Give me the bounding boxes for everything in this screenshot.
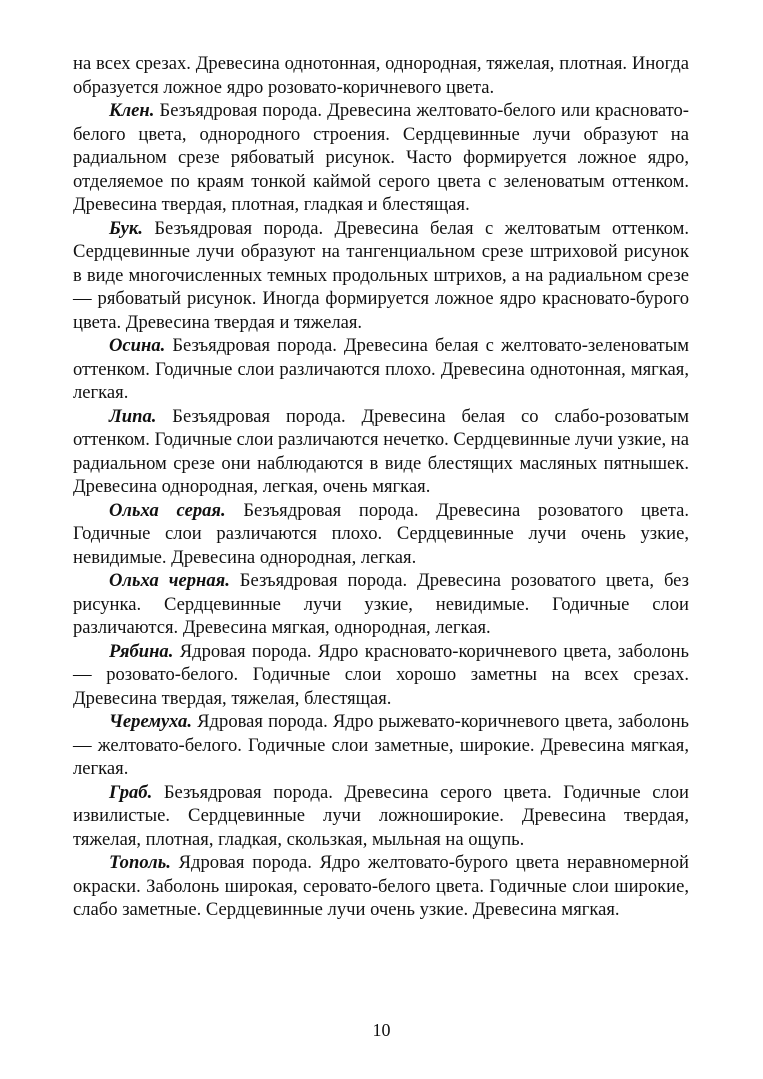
entry-osina bbox=[73, 334, 689, 405]
entry-olkha-chernaya bbox=[73, 569, 689, 640]
entry-text: Ядровая порода. Ядро рыжевато-коричневого цвета, заболонь — желтовато-белого. Годичные слои заметные, широкие. Древесина мягкая, легкая. bbox=[73, 711, 689, 779]
continuation-paragraph: на всех срезах. Древесина однотонная, однородная, тяжелая, плотная. Иногда образуется ложное ядро розовато-коричневого цвета. bbox=[73, 53, 689, 98]
entry-term: Клен. bbox=[109, 100, 155, 121]
entry-buk bbox=[73, 217, 689, 335]
entry-term: Осина. bbox=[109, 335, 166, 356]
entry-grab bbox=[73, 781, 689, 852]
entry-lipa bbox=[73, 405, 689, 499]
entry-text: Безъядровая порода. Древесина розоватого цвета, без рисунка. Сердцевинные лучи узкие, невидимые. Годичные слои различаются. Древесина мягкая, однородная, легкая. bbox=[73, 570, 689, 638]
entry-text: Ядровая порода. Ядро красновато-коричневого цвета, заболонь — розовато-белого. Годичные слои хорошо заметны на всех срезах. Древесина твердая, тяжелая, блестящая. bbox=[73, 640, 689, 709]
entry-term: Ольха серая. bbox=[109, 499, 226, 521]
page-body bbox=[73, 52, 689, 922]
entry-topol bbox=[73, 851, 689, 922]
entry-text: Безъядровая порода. Древесина белая с желтоватым оттенком. Сердцевинные лучи образуют на тангенциальном срезе штриховой рисунок в виде многочисленных темных продольных штрихов, а на радиальном срезе — рябоватый рисунок. Иногда формируется ложное ядро красновато-бурого цвета. Древесина твердая и тяжелая. bbox=[73, 217, 689, 333]
entry-term: Рябина. bbox=[109, 640, 174, 662]
entry-term: Ольха черная. bbox=[109, 570, 230, 591]
entry-term: Тополь. bbox=[109, 852, 171, 873]
entry-text: Ядровая порода. Ядро желтовато-бурого цвета неравномерной окраски. Заболонь широкая, серовато-белого цвета. Годичные слои широкие, слабо заметные. Сердцевинные лучи очень узкие. Древесина мягкая. bbox=[73, 852, 689, 920]
entry-term: Черемуха. bbox=[109, 711, 192, 732]
entry-klen bbox=[73, 99, 689, 217]
entry-ryabina bbox=[73, 640, 689, 711]
entry-text: Безъядровая порода. Древесина белая со слабо-розоватым оттенком. Годичные слои различаются нечетко. Сердцевинные лучи узкие, на радиальном срезе они наблюдаются в виде блестящих масляных пятнышек. Древесина однородная, легкая, очень мягкая. bbox=[73, 405, 689, 497]
entry-cheremukha bbox=[73, 710, 689, 781]
page-number: 10 bbox=[372, 1020, 391, 1040]
entry-text: Безъядровая порода. Древесина желтовато-белого или красновато-белого цвета, однородного строения. Сердцевинные лучи образуют на радиальном срезе рябоватый рисунок. Часто формируется ложное ядро, отделяемое по краям тонкой каймой серого цвета с зеленоватым оттенком. Древесина твердая, плотная, гладкая и блестящая. bbox=[73, 100, 689, 215]
entry-olkha-seraya bbox=[73, 499, 689, 570]
entry-term: Граб. bbox=[109, 781, 153, 803]
entry-text: Безъядровая порода. Древесина серого цвета. Годичные слои извилистые. Сердцевинные лучи ложноширокие. Древесина твердая, тяжелая, плотная, гладкая, скользкая, мыльная на ощупь. bbox=[73, 781, 689, 850]
entry-text: Безъядровая порода. Древесина белая с желтовато-зеленоватым оттенком. Годичные слои различаются плохо. Древесина однотонная, мягкая, легкая. bbox=[73, 335, 689, 403]
entry-text: Безъядровая порода. Древесина розоватого цвета. Годичные слои различаются плохо. Сердцевинные лучи очень узкие, невидимые. Древесина однородная, легкая. bbox=[73, 499, 689, 568]
entry-term: Липа. bbox=[109, 405, 157, 427]
entry-term: Бук. bbox=[109, 217, 143, 239]
